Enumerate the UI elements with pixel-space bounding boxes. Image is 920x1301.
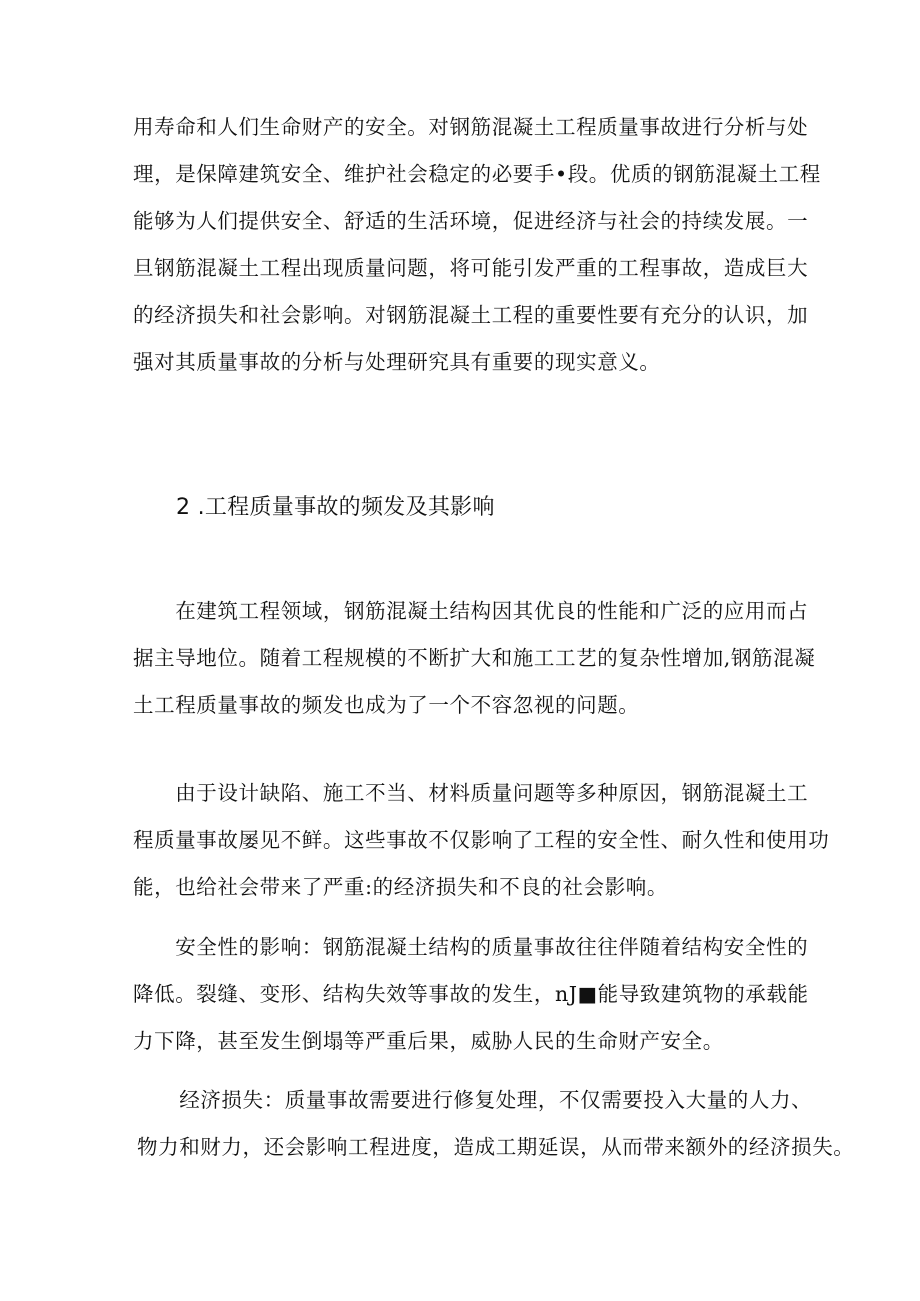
text-line: 的经济损失和社会影响。对钢筋混凝土工程的重要性要有充分的认识，加 (133, 303, 809, 327)
intro-paragraph (133, 104, 821, 386)
text-line: 能够为人们提供安全、舒适的生活环境，促进经济与社会的持续发展。一 (133, 209, 809, 233)
text-line: 由于设计缺陷、施工不当、材料质量问题等多种原因，钢筋混凝土工 (133, 781, 809, 805)
text-line: 力下降，甚至发生倒塌等严重后果，威胁人民的生命财产安全。 (133, 1029, 724, 1053)
text-line: 用寿命和人们生命财产的安全。对钢筋混凝土工程质量事故进行分析与处 (133, 115, 809, 139)
text-line: 土工程质量事故的频发也成为了一个不容忽视的问题。 (133, 693, 640, 717)
causes-paragraph (133, 770, 830, 911)
safety-paragraph (133, 924, 809, 1065)
text-line: 能，也给社会带来了严重:的经济损失和不良的社会影响。 (133, 875, 669, 899)
text-line: 降低。裂缝、变形、结构失效等事故的发生，nJ■能导致建筑物的承载能 (133, 982, 809, 1006)
text-line: 理，是保障建筑安全、维护社会稳定的必要手•段。优质的钢筋混凝土工程 (133, 162, 821, 186)
text-line: 程质量事故屡见不鲜。这些事故不仅影响了工程的安全性、耐久性和使用功 (133, 828, 830, 852)
text-line: 物力和财力，还会影响工程进度，造成工期延误，从而带来额外的经济损失。 (137, 1135, 855, 1159)
field-paragraph (133, 588, 816, 729)
text-line: 在建筑工程领域，钢筋混凝土结构因其优良的性能和广泛的应用而占 (133, 599, 809, 623)
text-line: 据主导地位。随着工程规模的不断扩大和施工工艺的复杂性增加,钢筋混凝 (133, 646, 816, 670)
section-heading: 2 .工程质量事故的频发及其影响 (176, 495, 495, 520)
text-line: 强对其质量事故的分析与处理研究具有重要的现实意义。 (133, 350, 661, 374)
economy-paragraph (137, 1077, 855, 1171)
text-line: 经济损失：质量事故需要进行修复处理，不仅需要投入大量的人力、 (137, 1088, 813, 1112)
text-line: 旦钢筋混凝土工程出现质量问题，将可能引发严重的工程事故，造成巨大 (133, 256, 809, 280)
text-line: 安全性的影响：钢筋混凝土结构的质量事故往往伴随着结构安全性的 (133, 935, 809, 959)
